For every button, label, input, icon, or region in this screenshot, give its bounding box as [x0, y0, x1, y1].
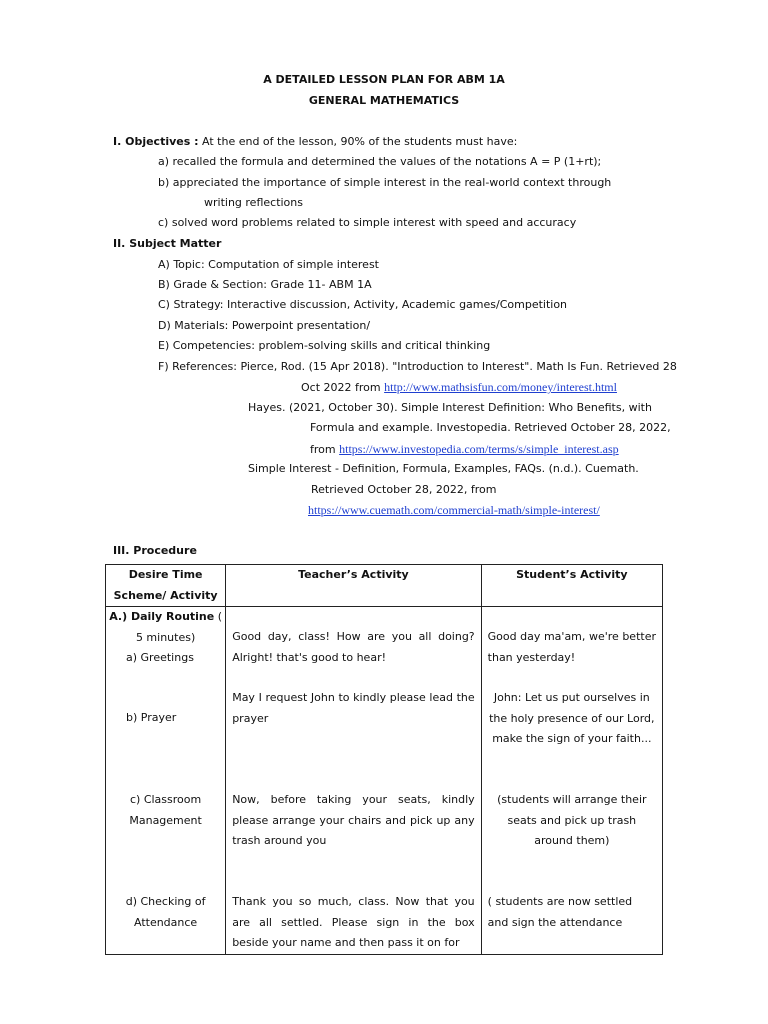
greetings-block [106, 607, 225, 688]
greetings-teacher: Good day, class! How are you all doing? Alright! that's good to hear! [232, 630, 475, 664]
reference-2-link[interactable]: https://www.investopedia.com/terms/s/simple_interest.asp [339, 442, 619, 456]
classroom-label-line-2: Management [129, 813, 202, 827]
subject-competencies: E) Competencies: problem-solving skills and critical thinking [158, 339, 491, 352]
attendance-label-line-1: d) Checking of [125, 895, 206, 908]
reference-1-prefix: Oct 2022 from [301, 381, 385, 394]
subject-grade: B) Grade & Section: Grade 11- ABM 1A [158, 278, 372, 291]
time-scheme-cell [106, 607, 226, 955]
reference-1-line-2 [301, 380, 617, 395]
reference-3-line-3 [308, 503, 600, 518]
reference-3-line-2: Retrieved October 28, 2022, from [311, 483, 497, 496]
table-header-row [106, 565, 663, 607]
greetings-label: a) Greetings [126, 651, 194, 664]
objective-b-line-2: writing reflections [204, 196, 303, 209]
daily-routine-label: A.) Daily Routine [109, 610, 215, 623]
reference-3-link[interactable]: https://www.cuemath.com/commercial-math/simple-interest/ [308, 503, 600, 517]
daily-routine-time: 5 minutes) [135, 630, 196, 644]
classroom-student: (students will arrange their seats and pick up trash around them) [497, 793, 647, 847]
objective-a: a) recalled the formula and determined the values of the notations A = P (1+rt); [158, 155, 602, 168]
reference-1-link[interactable]: http://www.mathsisfun.com/money/interest.html [384, 380, 617, 394]
reference-2-prefix: from [310, 443, 340, 456]
greetings-student: Good day ma'am, we're better than yesterday! [487, 630, 656, 664]
classroom-teacher: Now, before taking your seats, kindly please arrange your chairs and pick up any trash around you [232, 793, 475, 847]
header-teacher-activity: Teacher’s Activity [226, 565, 481, 607]
attendance-block [106, 892, 225, 933]
subject-matter-heading: II. Subject Matter [113, 237, 222, 250]
header-student-activity: Student’s Activity [481, 565, 662, 607]
procedure-table [105, 564, 663, 955]
objectives-line [113, 135, 517, 149]
student-activity-cell [481, 607, 662, 955]
reference-2-line-2: Formula and example. Investopedia. Retrieved October 28, 2022, [310, 421, 671, 434]
reference-2-line-3 [310, 442, 619, 457]
objectives-intro: At the end of the lesson, 90% of the students must have: [198, 135, 518, 148]
reference-3-line-1: Simple Interest - Definition, Formula, Examples, FAQs. (n.d.). Cuemath. [248, 462, 639, 475]
daily-routine-line [106, 607, 225, 628]
header-time-scheme-line-1: Desire Time [128, 568, 203, 581]
subject-topic: A) Topic: Computation of simple interest [158, 258, 379, 271]
objectives-heading: I. Objectives : [113, 135, 199, 148]
procedure-heading: III. Procedure [113, 544, 197, 557]
subject-strategy: C) Strategy: Interactive discussion, Activity, Academic games/Competition [158, 298, 568, 311]
classroom-block [106, 790, 225, 892]
attendance-student: ( students are now settled and sign the attendance [487, 895, 633, 929]
prayer-label: b) Prayer [126, 711, 177, 724]
attendance-label-line-2: Attendance [133, 915, 198, 929]
header-time-scheme [106, 565, 226, 607]
title-line-1: A DETAILED LESSON PLAN FOR ABM 1A [263, 73, 505, 86]
reference-1-line-1: F) References: Pierce, Rod. (15 Apr 2018). "Introduction to Interest". Math Is Fun. Retrieved 28 [158, 360, 677, 373]
objective-c: c) solved word problems related to simple interest with speed and accuracy [158, 216, 577, 229]
daily-routine-paren: ( [214, 610, 223, 623]
classroom-label-line-1: c) Classroom [129, 793, 202, 806]
header-time-scheme-line-2: Scheme/ Activity [113, 588, 218, 602]
objective-b-line-1: b) appreciated the importance of simple interest in the real-world context through [158, 176, 612, 189]
prayer-teacher: May I request John to kindly please lead the prayer [232, 691, 475, 725]
attendance-teacher: Thank you so much, class. Now that you are all settled. Please sign in the box beside your name and then pass it on for [232, 895, 475, 949]
table-row [106, 607, 663, 955]
title-line-2: GENERAL MATHEMATICS [308, 94, 460, 107]
teacher-activity-cell [226, 607, 481, 955]
subject-materials: D) Materials: Powerpoint presentation/ [158, 319, 371, 332]
reference-2-line-1: Hayes. (2021, October 30). Simple Interest Definition: Who Benefits, with [248, 401, 652, 414]
prayer-block [106, 688, 225, 790]
prayer-student: John: Let us put ourselves in the holy presence of our Lord, make the sign of your faith... [489, 691, 655, 745]
